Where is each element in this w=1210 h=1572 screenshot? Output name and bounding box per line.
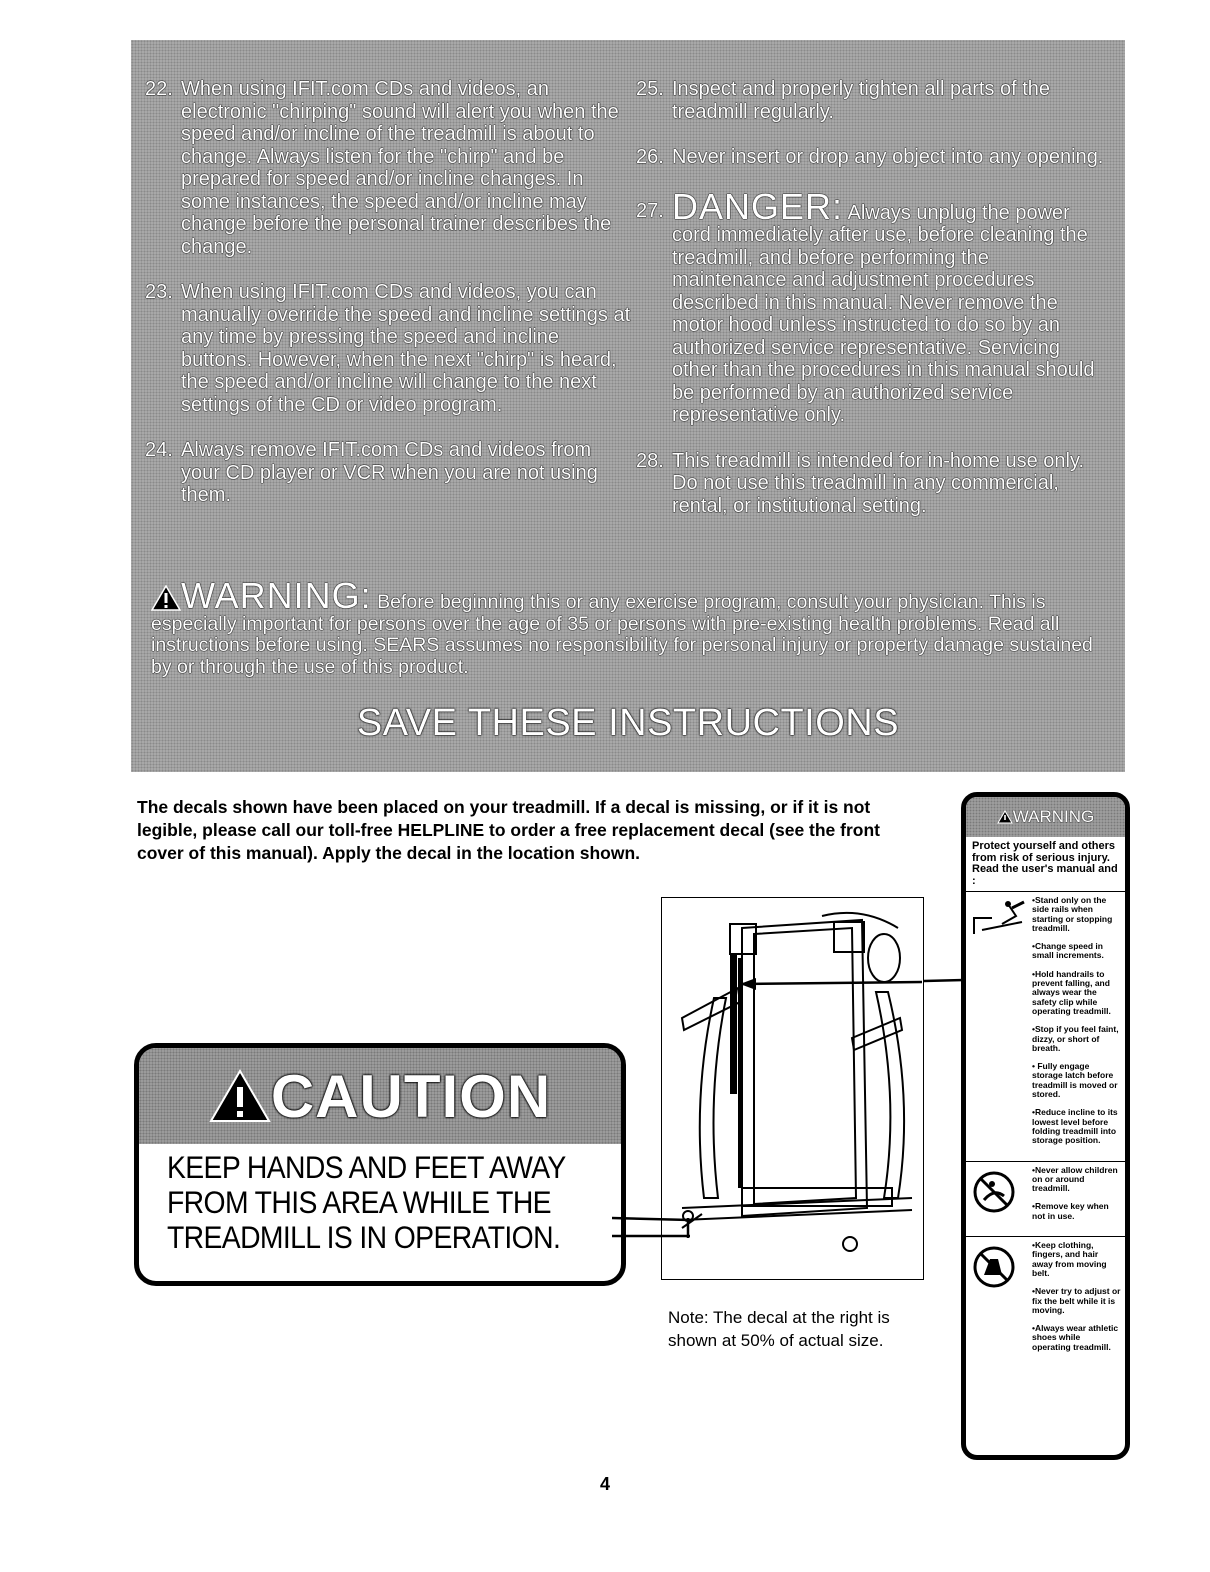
treadmill-drawing xyxy=(662,898,922,1278)
caution-decal xyxy=(134,1043,626,1286)
safety-column-left xyxy=(145,78,633,530)
safety-item-22: 22. When using IFIT.com CDs and videos, an electronic "chirping" sound will alert you when the speed and/or incline of the treadmill is about to change. Always listen for the "chirp" and be prepared for speed and/or incline changes. In some instances, the speed and/or incline may change before the personal trainer describes the change. xyxy=(145,78,619,258)
warning-decal-title: WARNING xyxy=(1012,807,1095,826)
warning-decal-triangle-icon xyxy=(997,810,1013,824)
safety-item-26: 26. Never insert or drop any object into any opening. xyxy=(636,146,1104,168)
safety-column-right xyxy=(636,78,1106,540)
safety-item-25: 25. Inspect and properly tighten all parts of the treadmill regularly. xyxy=(636,78,1051,123)
warning-triangle-icon xyxy=(151,585,181,611)
treadmill-illustration xyxy=(661,897,924,1280)
warning-decal-intro: Protect yourself and others from risk of serious injury. Read the user's manual and : xyxy=(966,837,1125,892)
safety-item-23: 23. When using IFIT.com CDs and videos, you can manually override the speed and incline settings at any time by pressing the speed and incline buttons. However, when the next "chirp" is heard, the speed and/or incline will change to the next settings of the CD or video program. xyxy=(145,281,631,416)
save-instructions-title: SAVE THESE INSTRUCTIONS xyxy=(356,702,900,744)
caution-message: KEEP HANDS AND FEET AWAY FROM THIS AREA WHILE THE TREADMILL IS IN OPERATION. xyxy=(167,1149,566,1255)
pointer-line-right xyxy=(924,975,964,985)
warning-decal xyxy=(961,792,1130,1460)
warning-decal-section-3: •Keep clothing, fingers, and hair away from moving belt. •Never try to adjust or fix the belt while it is moving. •Always wear athletic shoes while operating treadmill. xyxy=(966,1237,1125,1367)
caution-header xyxy=(139,1048,621,1144)
caution-triangle-icon xyxy=(209,1069,271,1123)
stand-on-rails-icon xyxy=(972,900,1026,936)
warning-decal-header xyxy=(966,797,1125,837)
safety-item-27: 27. DANGER: Always unplug the power cord immediately after use, before cleaning the treadmill, and before performing the maintenance and adjustment procedures described in this manual. Never remove the motor hood unless instructed to do so by an authorized service representative. Servicing other than the procedures in this manual should be performed by an authorized service representative only. xyxy=(636,185,1095,426)
decal-intro: The decals shown have been placed on your treadmill. If a decal is missing, or if it is not legible, please call our toll-free HELPLINE to order a free replacement decal (see the front cover of this manual). Apply the decal in the location shown. xyxy=(137,797,880,863)
warning-decal-section-2: •Never allow children on or around treadmill. •Remove key when not in use. xyxy=(966,1162,1125,1237)
page-number: 4 xyxy=(599,1474,610,1494)
safety-panel xyxy=(131,40,1125,772)
safety-item-24: 24. Always remove IFIT.com CDs and videos from your CD player or VCR when you are not using them. xyxy=(145,439,598,506)
caution-title: CAUTION xyxy=(270,1062,552,1130)
safety-item-28: 28. This treadmill is intended for in-home use only. Do not use this treadmill in any commercial, rental, or institutional setting. xyxy=(636,449,1085,517)
warning-statement xyxy=(151,575,1111,678)
caution-pointer xyxy=(612,1210,692,1250)
warning-text: Before beginning this or any exercise program, consult your physician. This is especially important for persons over the age of 35 or persons with pre-existing health problems. Read all instructions before using. SEARS assumes no responsibility for personal injury or property damage sustained by or through the use of this product. xyxy=(151,591,1093,678)
warning-decal-section-1: •Stand only on the side rails when starting or stopping treadmill. •Change speed in small increments. •Hold handrails to prevent falling, and always wear the safety clip while operating treadmill. •Stop if you feel faint, dizzy, or short of breath. • Fully engage storage latch before treadmill is moved or stored. •Reduce incline to its lowest level before folding treadmill into storage position. xyxy=(966,892,1125,1162)
note-text: Note: The decal at the right is shown at 50% of actual size. xyxy=(668,1308,890,1350)
moving-belt-icon xyxy=(972,1245,1016,1289)
warning-label: WARNING: xyxy=(181,575,372,616)
danger-label: DANGER: xyxy=(672,185,844,227)
no-children-icon xyxy=(972,1170,1016,1214)
